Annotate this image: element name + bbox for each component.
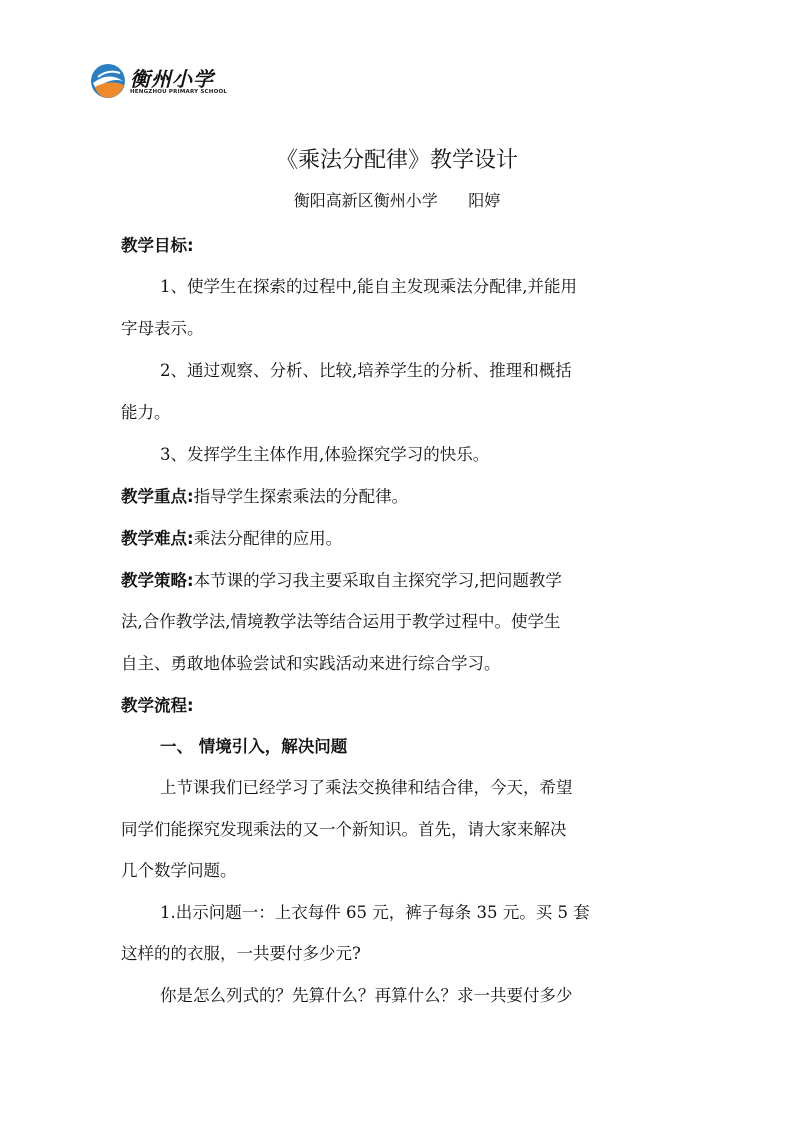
objective-1-line-1: 1、使学生在探索的过程中,能自主发现乘法分配律,并能用 <box>160 277 577 296</box>
paragraph-1-line-1: 上节课我们已经学习了乘法交换律和结合律，今天，希望 <box>160 778 573 797</box>
section-1-heading: 一、 情境引入，解决问题 <box>160 737 348 756</box>
document-author: 衡阳高新区衡州小学 阳婷 <box>293 191 501 210</box>
key-point-line <box>121 483 408 507</box>
paragraph-1-line-3: 几个数学问题。 <box>121 861 237 880</box>
process-heading: 教学流程: <box>121 696 194 715</box>
objectives-heading: 教学目标: <box>121 236 194 255</box>
strategy-text: 本节课的学习我主要采取自主探究学习,把问题教学 <box>193 571 562 590</box>
logo-name-en: HENGZHOU PRIMARY SCHOOL <box>130 89 228 95</box>
problem-1-line-1: 1.出示问题一：上衣每件 65 元，裤子每条 35 元。买 5 套 <box>160 903 590 922</box>
school-logo <box>90 61 230 101</box>
key-point-text: 指导学生探索乘法的分配律。 <box>193 487 409 506</box>
objective-3: 3、发挥学生主体作用,体验探究学习的快乐。 <box>160 445 490 464</box>
logo-emblem-icon <box>90 63 126 99</box>
objective-2-line-1: 2、通过观察、分析、比较,培养学生的分析、推理和概括 <box>160 361 572 380</box>
key-point-label: 教学重点: <box>121 487 194 506</box>
difficulty-text: 乘法分配律的应用。 <box>193 529 343 548</box>
strategy-line-1 <box>121 567 562 591</box>
objective-1-line-2: 字母表示。 <box>121 319 204 338</box>
paragraph-1-line-2: 同学们能探究发现乘法的又一个新知识。首先，请大家来解决 <box>121 820 567 839</box>
difficulty-line <box>121 525 342 549</box>
strategy-line-3: 自主、勇敢地体验尝试和实践活动来进行综合学习。 <box>121 654 501 673</box>
objective-2-line-2: 能力。 <box>121 403 171 422</box>
strategy-line-2: 法,合作教学法,情境教学法等结合运用于教学过程中。使学生 <box>121 612 561 631</box>
difficulty-label: 教学难点: <box>121 529 194 548</box>
document-title: 《乘法分配律》教学设计 <box>275 148 518 173</box>
strategy-label: 教学策略: <box>121 571 194 590</box>
logo-name-cn: 衡州小学 <box>130 67 214 91</box>
problem-1-line-2: 这样的的衣服，一共要付多少元? <box>121 944 361 963</box>
question-line-1: 你是怎么列式的？先算什么？再算什么？求一共要付多少 <box>160 986 573 1005</box>
